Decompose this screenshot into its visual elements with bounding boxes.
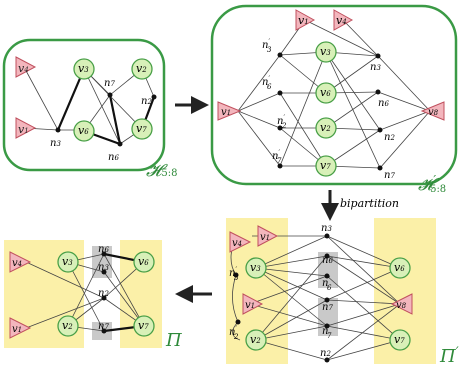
pip-node-v6 bbox=[390, 258, 410, 278]
h58-tri-v1 bbox=[16, 118, 35, 138]
svg-text:n2: n2 bbox=[384, 132, 395, 143]
svg-text:n6: n6 bbox=[378, 98, 389, 109]
h58p-dot-n6 bbox=[376, 90, 390, 110]
h58p-dot-n3p bbox=[262, 38, 283, 58]
pi-title bbox=[165, 330, 182, 351]
panel-h58 bbox=[4, 40, 177, 181]
pi-node-v2 bbox=[58, 316, 78, 336]
svg-text:v6: v6 bbox=[138, 255, 149, 268]
h58p-dot-n2p bbox=[277, 114, 287, 131]
h58-dot-n7 bbox=[104, 78, 115, 98]
svg-text:v4: v4 bbox=[12, 258, 23, 269]
svg-text:v8: v8 bbox=[396, 300, 407, 311]
svg-text:v8: v8 bbox=[428, 107, 439, 118]
svg-text:n′3: n′ 3 bbox=[262, 38, 272, 54]
h58p-node-v6 bbox=[316, 83, 336, 103]
svg-text:v3: v3 bbox=[320, 45, 331, 58]
svg-text:n3: n3 bbox=[50, 138, 61, 149]
h58p-dot-n7 bbox=[378, 166, 396, 182]
svg-text:n′2: n′ 2 bbox=[277, 114, 287, 130]
h58p-node-v7 bbox=[316, 156, 336, 176]
svg-text:𝓗′5:8: 𝓗′ 5:8 bbox=[418, 173, 447, 195]
h58p-tri-v1-left bbox=[218, 102, 240, 120]
h58p-tri-v8-right bbox=[422, 102, 444, 120]
svg-text:n3: n3 bbox=[98, 262, 109, 273]
h58-dot-n3 bbox=[50, 128, 61, 150]
svg-text:v1: v1 bbox=[298, 14, 309, 27]
svg-text:v2: v2 bbox=[136, 62, 147, 75]
svg-text:n2: n2 bbox=[320, 348, 331, 359]
pi-node-v3 bbox=[58, 252, 78, 272]
svg-text:n′3: n′ 3 bbox=[229, 266, 239, 282]
svg-text:Π′: Π′ bbox=[440, 345, 459, 367]
svg-text:n′6: n′ 6 bbox=[322, 276, 332, 292]
h58-title bbox=[146, 161, 177, 181]
pi-node-v6 bbox=[134, 252, 154, 272]
pi-dot-n2 bbox=[98, 288, 109, 301]
h58p-node-v2 bbox=[316, 118, 336, 138]
svg-text:v4: v4 bbox=[18, 62, 29, 75]
pip-node-v2 bbox=[246, 330, 266, 350]
svg-text:n′6: n′ 6 bbox=[262, 75, 272, 91]
svg-text:n6: n6 bbox=[322, 255, 333, 266]
h58-node-v6 bbox=[74, 121, 94, 141]
pip-node-v3 bbox=[246, 258, 266, 278]
svg-text:v7: v7 bbox=[394, 333, 405, 346]
pip-dot-n2 bbox=[320, 348, 331, 363]
h58p-dot-n6p bbox=[262, 75, 283, 96]
pip-node-v7 bbox=[390, 330, 410, 350]
panel-pi-prime bbox=[226, 218, 459, 367]
svg-text:n′2: n′ 2 bbox=[229, 325, 239, 341]
svg-text:v1: v1 bbox=[18, 123, 29, 136]
svg-text:v7: v7 bbox=[136, 122, 147, 135]
bipartition-label: bipartition bbox=[340, 197, 400, 210]
h58-tri-v4 bbox=[16, 57, 35, 77]
svg-text:v1: v1 bbox=[260, 232, 271, 243]
svg-text:v4: v4 bbox=[336, 14, 347, 27]
h58p-dot-n3 bbox=[370, 54, 381, 74]
h58-node-v3 bbox=[74, 59, 94, 79]
svg-text:v2: v2 bbox=[250, 333, 261, 346]
svg-text:v6: v6 bbox=[78, 124, 89, 137]
svg-text:n3: n3 bbox=[321, 223, 332, 234]
svg-text:n′7: n′ 7 bbox=[272, 149, 282, 165]
pip-title bbox=[439, 345, 459, 367]
h58-dot-n2 bbox=[141, 95, 157, 108]
svg-text:Π: Π bbox=[166, 330, 182, 351]
h58-node-v7 bbox=[132, 119, 152, 139]
h58p-dot-n7p bbox=[272, 149, 283, 169]
svg-text:v3: v3 bbox=[62, 255, 73, 268]
svg-text:v6: v6 bbox=[394, 261, 405, 274]
svg-text:v4: v4 bbox=[232, 238, 243, 249]
svg-text:n7: n7 bbox=[322, 302, 333, 313]
svg-text:n3: n3 bbox=[370, 62, 381, 73]
pi-node-v7 bbox=[134, 316, 154, 336]
panel-pi bbox=[4, 240, 182, 351]
svg-text:n2: n2 bbox=[98, 288, 109, 299]
svg-text:n6: n6 bbox=[108, 152, 119, 163]
h58-node-v2 bbox=[132, 59, 152, 79]
svg-text:n6: n6 bbox=[98, 244, 109, 255]
svg-text:v6: v6 bbox=[320, 86, 331, 99]
svg-text:v1: v1 bbox=[12, 324, 23, 335]
svg-text:v1: v1 bbox=[221, 107, 232, 118]
svg-text:n7: n7 bbox=[104, 78, 115, 89]
panel-h58-prime bbox=[212, 6, 456, 195]
h58p-tri-v1-top bbox=[296, 10, 314, 30]
svg-text:v3: v3 bbox=[250, 261, 261, 274]
svg-text:𝓗5:8: 𝓗5:8 bbox=[146, 161, 178, 181]
h58-dot-n6 bbox=[108, 142, 123, 164]
svg-text:v3: v3 bbox=[78, 62, 89, 75]
svg-text:v1: v1 bbox=[245, 300, 256, 311]
h58p-dot-n2 bbox=[378, 128, 396, 144]
svg-text:v2: v2 bbox=[320, 121, 331, 134]
svg-text:n7: n7 bbox=[384, 170, 395, 181]
svg-text:v2: v2 bbox=[62, 319, 73, 332]
svg-text:v7: v7 bbox=[138, 319, 149, 332]
h58p-node-v3 bbox=[316, 42, 336, 62]
svg-text:n2: n2 bbox=[141, 96, 152, 107]
svg-text:v7: v7 bbox=[320, 159, 331, 172]
svg-text:n′7: n′ 7 bbox=[322, 324, 332, 340]
svg-text:n7: n7 bbox=[98, 321, 109, 332]
